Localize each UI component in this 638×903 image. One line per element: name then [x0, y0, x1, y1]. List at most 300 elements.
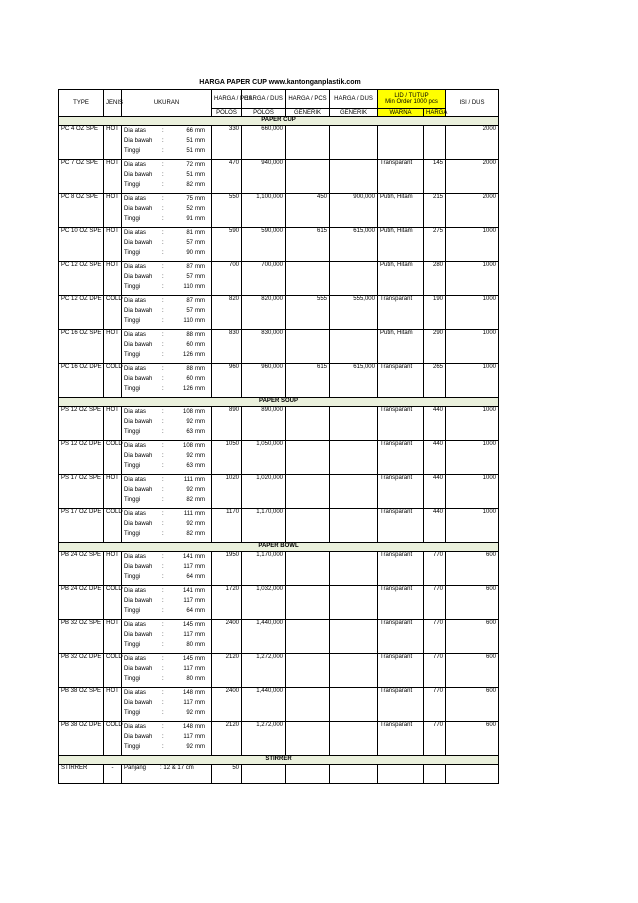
dimension-value: 80: [186, 676, 193, 682]
dimension-unit: mm: [195, 128, 205, 134]
lid-warna-cell: Transparant: [378, 552, 424, 586]
lid-warna-cell: [378, 126, 424, 160]
dimension-unit: mm: [195, 632, 205, 638]
dimension-colon: :: [162, 554, 164, 560]
dimension-unit: mm: [195, 463, 205, 469]
dimension-colon: :: [162, 608, 164, 614]
generik-pcs-cell: [286, 620, 330, 654]
ukuran-cell: [122, 194, 212, 228]
dimension-line: [124, 562, 209, 572]
harga-dus-cell: 1,100,000: [242, 194, 286, 228]
dimension-value: 66: [186, 128, 193, 134]
dimension-unit: mm: [195, 182, 205, 188]
dimension-unit: mm: [195, 511, 205, 517]
dimension-line: [124, 282, 209, 292]
dimension-colon: :: [162, 429, 164, 435]
dimension-colon: :: [162, 376, 164, 382]
dimension-value: 82: [186, 497, 193, 503]
lid-harga-cell: 770: [424, 586, 446, 620]
lid-tutup-label: LID / TUTUP: [394, 93, 429, 99]
dimension-value: 92: [186, 487, 193, 493]
generik-pcs-cell: [286, 475, 330, 509]
dimension-label: Tinggi: [124, 744, 141, 750]
isi-dus-cell: 1000: [446, 296, 499, 330]
dimension-colon: :: [162, 724, 164, 730]
dimension-colon: :: [162, 632, 164, 638]
dimension-line: [124, 427, 209, 437]
lid-warna-cell: Putih, Hitam: [378, 330, 424, 364]
harga-dus-cell: [242, 765, 286, 784]
jenis-cell: HOT: [104, 407, 122, 441]
isi-dus-cell: 2000: [446, 160, 499, 194]
generik-pcs-cell: [286, 586, 330, 620]
dimension-value: 88: [186, 366, 193, 372]
table-row: [59, 620, 499, 654]
dimension-value: 52: [186, 206, 193, 212]
type-cell: PC 8 OZ SPE: [59, 194, 104, 228]
jenis-cell: COLD: [104, 364, 122, 398]
dimension-unit: mm: [195, 666, 205, 672]
dimension-colon: :: [162, 162, 164, 168]
dimension-colon: :: [162, 138, 164, 144]
dimension-value: 72: [186, 162, 193, 168]
type-cell: PB 24 OZ SPE: [59, 552, 104, 586]
dimension-label: Dia bawah: [124, 376, 153, 382]
dimension-line: [124, 688, 209, 698]
dimension-value: 92: [186, 419, 193, 425]
harga-pcs-cell: 1020: [212, 475, 242, 509]
dimension-line: [124, 596, 209, 606]
dimension-label: Dia atas: [124, 366, 147, 372]
harga-dus-cell: 1,050,000: [242, 441, 286, 475]
generik-dus-cell: [330, 126, 378, 160]
section-row: [59, 543, 499, 552]
dimension-value: 117: [183, 734, 193, 740]
dimension-label: Dia bawah: [124, 700, 153, 706]
isi-dus-cell: 600: [446, 620, 499, 654]
dimension-colon: :: [162, 148, 164, 154]
dimension-value: 57: [186, 240, 193, 246]
dimension-value: 63: [186, 463, 193, 469]
dimension-value: 87: [186, 298, 193, 304]
dimension-unit: mm: [195, 608, 205, 614]
table-row: [59, 160, 499, 194]
jenis-cell: COLD: [104, 441, 122, 475]
ukuran-cell: [122, 586, 212, 620]
dimension-line: [124, 417, 209, 427]
dimension-colon: :: [162, 366, 164, 372]
dimension-colon: :: [162, 386, 164, 392]
dimension-line: [124, 248, 209, 258]
isi-dus-cell: 1000: [446, 441, 499, 475]
lid-harga-cell: 190: [424, 296, 446, 330]
table-row: [59, 126, 499, 160]
col-harga-pcs-generik: HARGA / PCS: [286, 90, 330, 109]
dimension-value: 82: [186, 182, 193, 188]
dimension-line: [124, 674, 209, 684]
dimension-colon: :: [162, 332, 164, 338]
dimension-unit: mm: [195, 318, 205, 324]
dimension-line: [124, 606, 209, 616]
dimension-colon: :: [162, 511, 164, 517]
isi-dus-cell: 2000: [446, 194, 499, 228]
dimension-line: [124, 475, 209, 485]
dimension-colon: :: [162, 318, 164, 324]
dimension-value: 63: [186, 429, 193, 435]
dimension-label: Dia bawah: [124, 240, 153, 246]
ukuran-cell: [122, 654, 212, 688]
lid-warna-cell: Transparant: [378, 441, 424, 475]
type-cell: PB 24 OZ DPE: [59, 586, 104, 620]
dimension-unit: mm: [195, 376, 205, 382]
type-cell: PC 10 OZ SPE: [59, 228, 104, 262]
dimension-line: [124, 519, 209, 529]
dimension-line: [124, 374, 209, 384]
dimension-unit: mm: [195, 284, 205, 290]
lid-warna-cell: Putih, Hitam: [378, 262, 424, 296]
dimension-line: [124, 572, 209, 582]
dimension-label: Tinggi: [124, 182, 141, 188]
jenis-cell: HOT: [104, 228, 122, 262]
ukuran-cell: [122, 296, 212, 330]
sub-warna: WARNA: [378, 109, 424, 117]
dimension-line: [124, 330, 209, 340]
dimension-value: 57: [186, 274, 193, 280]
table-row: [59, 228, 499, 262]
dimension-label: Dia atas: [124, 196, 147, 202]
ukuran-cell: [122, 765, 212, 784]
isi-dus-cell: 600: [446, 688, 499, 722]
dimension-value: 108: [182, 443, 193, 449]
dimension-label: Dia atas: [124, 724, 147, 730]
jenis-cell: HOT: [104, 160, 122, 194]
ukuran-cell: [122, 509, 212, 543]
stirrer-size: [124, 765, 209, 771]
dimension-label: Tinggi: [124, 608, 141, 614]
section-title: PAPER SOUP: [59, 398, 499, 407]
generik-dus-cell: [330, 765, 378, 784]
isi-dus-cell: 1000: [446, 330, 499, 364]
generik-pcs-cell: [286, 160, 330, 194]
dimension-line: [124, 509, 209, 519]
jenis-cell: COLD: [104, 654, 122, 688]
dimension-label: Dia bawah: [124, 138, 153, 144]
dimension-colon: :: [162, 700, 164, 706]
ukuran-cell: [122, 552, 212, 586]
lid-harga-cell: 290: [424, 330, 446, 364]
table-row: [59, 552, 499, 586]
sub-polos: POLOS: [212, 109, 242, 117]
dimension-unit: mm: [195, 342, 205, 348]
dimension-unit: mm: [195, 598, 205, 604]
dimension-label: Dia atas: [124, 230, 147, 236]
dimension-line: [124, 485, 209, 495]
ukuran-cell: [122, 228, 212, 262]
dimension-unit: mm: [195, 656, 205, 662]
isi-dus-cell: 1000: [446, 475, 499, 509]
dimension-label: Dia atas: [124, 511, 147, 517]
type-cell: PC 12 OZ SPE: [59, 262, 104, 296]
dimension-line: [124, 529, 209, 539]
table-row: [59, 722, 499, 756]
dimension-value: 92: [186, 453, 193, 459]
generik-pcs-cell: 615: [286, 364, 330, 398]
jenis-cell: HOT: [104, 552, 122, 586]
dimension-colon: :: [162, 240, 164, 246]
lid-harga-cell: 440: [424, 509, 446, 543]
jenis-cell: COLD: [104, 296, 122, 330]
harga-pcs-cell: 330: [212, 126, 242, 160]
dimension-unit: mm: [195, 744, 205, 750]
lid-warna-cell: Transparant: [378, 475, 424, 509]
dimension-colon: :: [162, 250, 164, 256]
dimension-colon: :: [162, 642, 164, 648]
dimension-colon: :: [162, 230, 164, 236]
dimension-label: Dia atas: [124, 162, 147, 168]
dimension-colon: :: [162, 443, 164, 449]
dimension-unit: mm: [195, 264, 205, 270]
dimension-label: Dia atas: [124, 332, 147, 338]
sheet-title: HARGA PAPER CUP www.kantonganplastik.com: [199, 79, 361, 86]
dimension-value: 108: [182, 409, 193, 415]
harga-pcs-cell: 2400: [212, 688, 242, 722]
isi-dus-cell: 1000: [446, 262, 499, 296]
harga-dus-cell: 1,272,000: [242, 654, 286, 688]
dimension-line: [124, 664, 209, 674]
table-row: [59, 509, 499, 543]
harga-pcs-cell: 590: [212, 228, 242, 262]
lid-warna-cell: Transparant: [378, 620, 424, 654]
generik-pcs-cell: [286, 330, 330, 364]
table-row: [59, 330, 499, 364]
dimension-value: 88: [186, 332, 193, 338]
dimension-colon: :: [162, 342, 164, 348]
dimension-unit: mm: [195, 250, 205, 256]
ukuran-cell: [122, 441, 212, 475]
dimension-line: [124, 407, 209, 417]
dimension-line: [124, 316, 209, 326]
dimension-label: Tinggi: [124, 386, 141, 392]
dimension-label: Dia bawah: [124, 274, 153, 280]
dimension-line: [124, 384, 209, 394]
dimension-unit: mm: [195, 429, 205, 435]
generik-pcs-cell: [286, 509, 330, 543]
dimension-colon: :: [162, 598, 164, 604]
dimension-label: Tinggi: [124, 574, 141, 580]
dimension-value: 141: [182, 588, 193, 594]
ukuran-cell: [122, 262, 212, 296]
dimension-value: 75: [186, 196, 193, 202]
dimension-label: Dia atas: [124, 588, 147, 594]
dimension-unit: mm: [195, 588, 205, 594]
lid-warna-cell: Transparant: [378, 688, 424, 722]
dimension-label: Dia atas: [124, 264, 147, 270]
generik-pcs-cell: [286, 765, 330, 784]
dimension-value: 92: [186, 744, 193, 750]
table-row: [59, 262, 499, 296]
ukuran-cell: [122, 330, 212, 364]
dimension-colon: :: [162, 574, 164, 580]
dimension-unit: mm: [195, 622, 205, 628]
generik-pcs-cell: 450: [286, 194, 330, 228]
dimension-colon: :: [162, 588, 164, 594]
dimension-line: [124, 170, 209, 180]
generik-dus-cell: [330, 552, 378, 586]
dimension-value: 64: [186, 574, 193, 580]
lid-harga-cell: 440: [424, 475, 446, 509]
harga-dus-cell: 590,000: [242, 228, 286, 262]
lid-warna-cell: Transparant: [378, 586, 424, 620]
dimension-label: Dia bawah: [124, 419, 153, 425]
stirrer-size-label: Panjang: [124, 765, 147, 771]
dimension-unit: mm: [195, 531, 205, 537]
dimension-line: [124, 272, 209, 282]
stirrer-size-value: : 12 & 17 cm: [160, 765, 194, 771]
dimension-unit: mm: [195, 196, 205, 202]
sub-harga: HARGA: [424, 109, 446, 117]
harga-dus-cell: 1,170,000: [242, 552, 286, 586]
generik-pcs-cell: [286, 126, 330, 160]
dimension-label: Dia bawah: [124, 632, 153, 638]
harga-pcs-cell: 2120: [212, 722, 242, 756]
generik-dus-cell: 555,000: [330, 296, 378, 330]
lid-warna-cell: Transparant: [378, 654, 424, 688]
harga-pcs-cell: 50: [212, 765, 242, 784]
dimension-unit: mm: [195, 148, 205, 154]
generik-dus-cell: 615,000: [330, 228, 378, 262]
dimension-label: Tinggi: [124, 710, 141, 716]
table-row: [59, 654, 499, 688]
dimension-line: [124, 136, 209, 146]
harga-pcs-cell: 1720: [212, 586, 242, 620]
section-title: PAPER CUP: [59, 117, 499, 126]
generik-pcs-cell: [286, 262, 330, 296]
dimension-label: Dia bawah: [124, 342, 153, 348]
dimension-colon: :: [162, 487, 164, 493]
dimension-label: Tinggi: [124, 463, 141, 469]
isi-dus-cell: 1000: [446, 509, 499, 543]
harga-dus-cell: 890,000: [242, 407, 286, 441]
generik-pcs-cell: [286, 552, 330, 586]
section-title: STIRRER: [59, 756, 499, 765]
dimension-unit: mm: [195, 419, 205, 425]
generik-dus-cell: 615,000: [330, 364, 378, 398]
lid-harga-cell: 280: [424, 262, 446, 296]
table-row: [59, 586, 499, 620]
harga-pcs-cell: 1950: [212, 552, 242, 586]
dimension-line: [124, 350, 209, 360]
harga-pcs-cell: 890: [212, 407, 242, 441]
dimension-unit: mm: [195, 274, 205, 280]
type-cell: PS 17 OZ DPE: [59, 509, 104, 543]
generik-dus-cell: [330, 586, 378, 620]
dimension-line: [124, 441, 209, 451]
jenis-cell: HOT: [104, 262, 122, 296]
isi-dus-cell: 600: [446, 654, 499, 688]
harga-dus-cell: 1,032,000: [242, 586, 286, 620]
dimension-unit: mm: [195, 386, 205, 392]
section-row: [59, 117, 499, 126]
dimension-colon: :: [162, 409, 164, 415]
dimension-value: 51: [186, 172, 193, 178]
dimension-line: [124, 461, 209, 471]
dimension-value: 60: [186, 376, 193, 382]
dimension-colon: :: [162, 308, 164, 314]
section-row: [59, 756, 499, 765]
generik-dus-cell: [330, 688, 378, 722]
generik-dus-cell: [330, 722, 378, 756]
isi-dus-cell: 2000: [446, 126, 499, 160]
dimension-label: Dia bawah: [124, 666, 153, 672]
dimension-label: Dia atas: [124, 128, 147, 134]
dimension-line: [124, 654, 209, 664]
dimension-value: 87: [186, 264, 193, 270]
dimension-colon: :: [162, 666, 164, 672]
dimension-value: 117: [183, 632, 193, 638]
dimension-unit: mm: [195, 574, 205, 580]
lid-warna-cell: Transparant: [378, 722, 424, 756]
isi-dus-cell: 1000: [446, 407, 499, 441]
dimension-colon: :: [162, 419, 164, 425]
isi-dus-cell: [446, 765, 499, 784]
dimension-value: 117: [183, 598, 193, 604]
dimension-line: [124, 296, 209, 306]
dimension-colon: :: [162, 656, 164, 662]
table-row: [59, 765, 499, 784]
dimension-value: 145: [182, 656, 193, 662]
dimension-colon: :: [162, 264, 164, 270]
table-row: [59, 364, 499, 398]
dimension-unit: mm: [195, 230, 205, 236]
harga-dus-cell: 940,000: [242, 160, 286, 194]
section-title: PAPER BOWL: [59, 543, 499, 552]
dimension-label: Dia atas: [124, 409, 147, 415]
dimension-value: 82: [186, 531, 193, 537]
price-table: [58, 89, 499, 784]
dimension-line: [124, 306, 209, 316]
type-cell: PS 12 OZ SPE: [59, 407, 104, 441]
harga-pcs-cell: 470: [212, 160, 242, 194]
generik-pcs-cell: [286, 722, 330, 756]
dimension-line: [124, 204, 209, 214]
min-order-label: Min Order 1000 pcs: [385, 99, 438, 105]
dimension-line: [124, 698, 209, 708]
lid-harga-cell: 770: [424, 688, 446, 722]
dimension-label: Dia atas: [124, 477, 147, 483]
jenis-cell: HOT: [104, 330, 122, 364]
dimension-line: [124, 340, 209, 350]
dimension-label: Dia bawah: [124, 598, 153, 604]
dimension-colon: :: [162, 477, 164, 483]
generik-pcs-cell: 615: [286, 228, 330, 262]
harga-pcs-cell: 1170: [212, 509, 242, 543]
table-row: [59, 688, 499, 722]
col-harga-dus: HARGA / DUS: [242, 90, 286, 109]
generik-pcs-cell: [286, 654, 330, 688]
dimension-label: Dia atas: [124, 554, 147, 560]
ukuran-cell: [122, 364, 212, 398]
dimension-label: Tinggi: [124, 676, 141, 682]
dimension-line: [124, 238, 209, 248]
jenis-cell: HOT: [104, 688, 122, 722]
dimension-line: [124, 742, 209, 752]
dimension-colon: :: [162, 172, 164, 178]
jenis-cell: COLD: [104, 509, 122, 543]
isi-dus-cell: 1000: [446, 364, 499, 398]
generik-pcs-cell: [286, 688, 330, 722]
dimension-line: [124, 194, 209, 204]
dimension-label: Tinggi: [124, 352, 141, 358]
